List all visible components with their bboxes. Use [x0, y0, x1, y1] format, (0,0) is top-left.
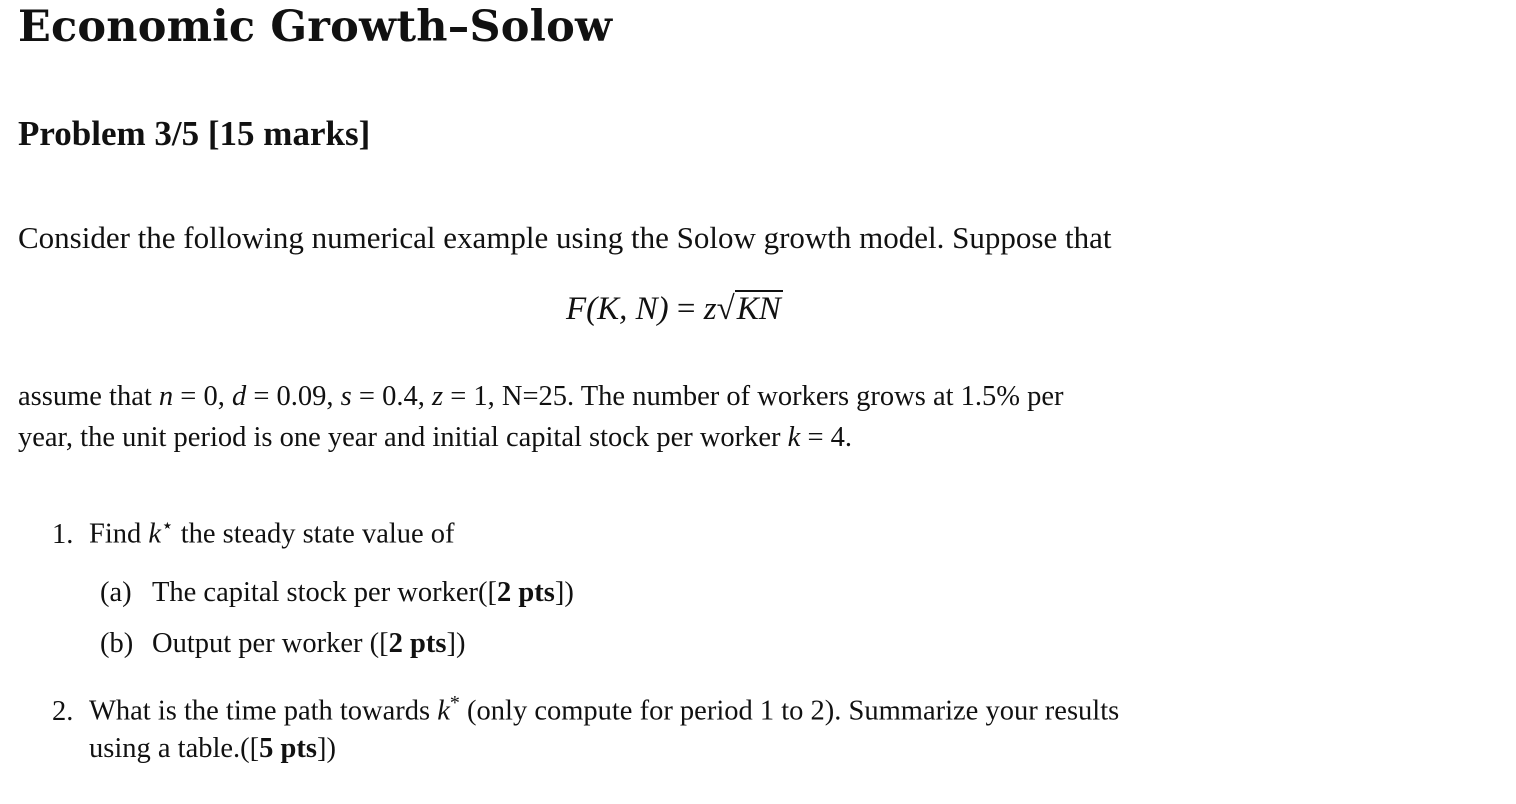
formula-lhs: F(K, N): [566, 291, 669, 327]
question-1a: (a) The capital stock per worker([2 pts]): [100, 577, 574, 608]
question-1a-points: 2 pts: [497, 577, 555, 608]
question-1b-label: (b): [100, 628, 134, 659]
question-2: 2. What is the time path towards k* (only compute for period 1 to 2). Summarize your results: [52, 692, 1120, 727]
var-d: d: [231, 381, 247, 412]
var-n: n: [158, 381, 174, 412]
question-1b: (b) Output per worker ([2 pts]): [100, 628, 466, 659]
production-function-formula: [566, 290, 783, 328]
formula-radicand: KN: [736, 291, 781, 327]
intro-text: Consider the following numerical example using the Solow growth model. Suppose that: [18, 220, 1112, 255]
question-1-number: 1.: [52, 518, 74, 550]
var-k: k: [787, 422, 801, 453]
question-2-continued: using a table.([5 pts]): [89, 733, 336, 764]
formula-coefficient: z: [703, 291, 717, 327]
assumptions-line-1: assume that n = 0, d = 0.09, s = 0.4, z = 1, N=25. The number of workers grows at 1.5% per: [18, 381, 1064, 412]
sqrt-icon: √: [716, 291, 735, 327]
var-z: z: [431, 381, 444, 412]
assumptions-line-2: year, the unit period is one year and initial capital stock per worker k = 4.: [18, 422, 853, 453]
document-title: Economic Growth–Solow: [18, 2, 613, 52]
question-1: 1. Find k⋆ the steady state value of: [52, 515, 455, 550]
square-root: [717, 290, 783, 328]
formula-equals: =: [676, 291, 696, 327]
question-2-points: 5 pts: [259, 733, 317, 764]
var-s: s: [340, 381, 352, 412]
problem-heading: Problem 3/5 [15 marks]: [18, 114, 371, 153]
question-1a-label: (a): [100, 577, 132, 608]
question-1b-points: 2 pts: [388, 628, 447, 659]
question-2-number: 2.: [52, 695, 74, 727]
